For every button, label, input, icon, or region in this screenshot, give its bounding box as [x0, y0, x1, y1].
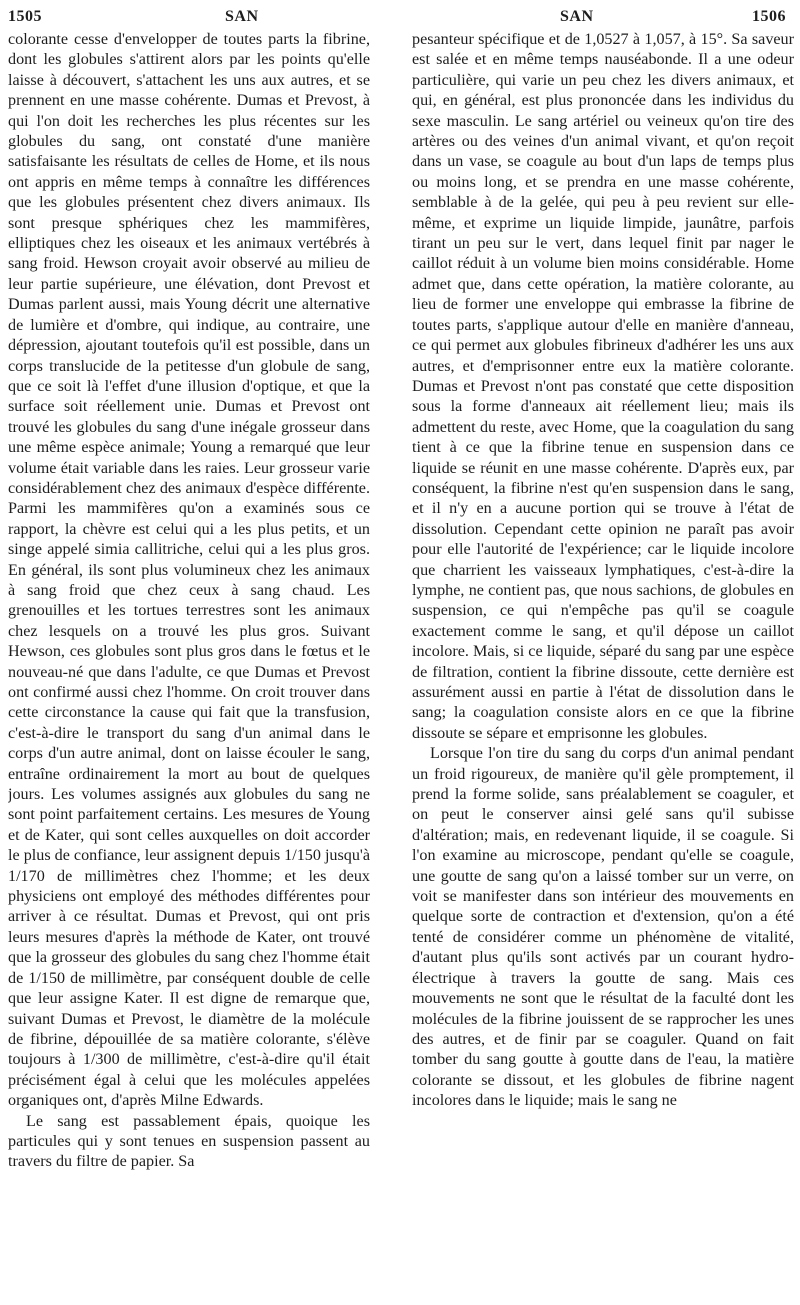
right-paragraph-1: pesanteur spécifique et de 1,0527 à 1,057, à 15°. Sa saveur est salée et en même temps nauséabonde. Il a une odeur particulière, qui varie un peu chez les divers animaux, et qui, en général, est plus prononcée dans les individus du sexe masculin. Le sang artériel ou veineux qu'on tire des artères ou des veines d'un animal vivant, et qu'on reçoit dans un vase, se coagule au bout d'un laps de temps plus ou moins long, et se prendra en une masse cohérente, semblable à de la gelée, qui peu à peu revient sur elle-même, et exprime un liquide limpide, jaunâtre, parfois tirant un peu sur le vert, dans lequel finit par nager le caillot réduit à un volume bien moins considérable. Home admet que, dans cette opération, la matière colorante, au lieu de former une enveloppe qui embrasse la fibrine de toutes parts, s'applique autour d'elle en manière d'anneau, ce qui permet aux globules fibrineux d'adhérer les uns aux autres, et d'emprisonner entre eux la matière colorante. Dumas et Prevost n'ont pas constaté que cette disposition sous la forme d'anneaux ait réellement lieu; mais ils admettent du reste, avec Home, que la coagulation du sang tient à ce que la fibrine tenue en suspension dans ce liquide se réunit en une masse cohérente. D'après eux, par conséquent, la fibrine n'est qu'en suspension dans le sang, et il n'y en a aucune portion qui se trouve à l'état de dissolution. Cependant cette opinion ne paraît pas avoir pour elle l'autorité de l'expérience; car le liquide incolore que charrient les vaisseaux lymphatiques, c'est-à-dire la lymphe, ne contient pas, que nous sachions, de globules en suspension, ce qui n'empêche pas qu'il se coagule exactement comme le sang, et qu'il dépose un caillot incolore. Mais, si ce liquide, séparé du sang par une espèce de filtration, contient la fibrine dissoute, cette dernière est assurément aussi en partie à l'état de dissolution dans le sang; la coagulation consiste alors en ce que la fibrine dissoute se sépare et emprisonne les globules. [412, 31, 794, 742]
right-page-number: 1506 [752, 8, 786, 25]
page-header [0, 8, 800, 32]
left-running-head: SAN [225, 8, 259, 25]
left-paragraph-1: colorante cesse d'envelopper de toutes parts la fibrine, dont les globules s'attirent alors par les points qu'elle laisse à découvert, s'attachent les uns aux autres, et se prennent en une masse cohérente. Dumas et Prevost, à qui l'on doit les recherches les plus récentes sur les globules du sang, ont constaté d'une manière satisfaisante les résultats de celles de Home, et ils nous ont appris en même temps à connaître les différences que les globules présentent chez divers animaux. Ils sont presque sphériques chez les mammifères, elliptiques chez les oiseaux et les animaux vertébrés à sang froid. Hewson croyait avoir observé au milieu de leur partie supérieure, une élévation, dont Prevost et Dumas parlent aussi, mais Young décrit une alternative de lumière et d'ombre, qui indique, au contraire, une dépression, ajoutant toutefois qu'il est possible, dans un corps translucide de la petitesse d'un globule de sang, que ce soit là l'effet d'une illusion d'optique, et que la surface soit réellement unie. Dumas et Prevost ont trouvé les globules du sang d'une inégale grosseur dans une même espèce animale; Young a remarqué que leur volume était variable dans les raies. Leur grosseur varie considérablement chez des animaux d'espèce différente. Parmi les mammifères qu'on a examinés sous ce rapport, la chèvre est celui qui a les plus petits, et un singe appelé simia callitriche, celui qui a les plus gros. En général, ils sont plus volumineux chez les animaux à sang froid que chez ceux à sang chaud. Les grenouilles et les tortues terrestres sont les animaux chez lesquels on a trouvé les plus gros. Suivant Hewson, ces globules sont plus gros dans le fœtus et le nouveau-né que dans l'adulte, ce que Dumas et Prevost ont confirmé aussi chez l'homme. On croit trouver dans cette circonstance la cause qui fait que la transfusion, c'est-à-dire le transport du sang d'un animal dans le corps d'un autre animal, dont on laisse écouler le sang, entraîne ordinairement la mort au bout de quelques jours. Les volumes assignés aux globules du sang ne sont point parfaitement certains. Les mesures de Young et de Kater, qui sont celles auxquelles on doit accorder le plus de confiance, leur assignent depuis 1/150 jusqu'à 1/170 de millimètres chez l'homme; et les deux physiciens ont employé des méthodes différentes pour arriver à ce résultat. Dumas et Prevost, qui ont pris leurs mesures d'après la méthode de Kater, ont trouvé que la grosseur des globules du sang chez l'homme était de 1/150 de millimètre, par conséquent double de celle que leur assigne Kater. Il est digne de remarque que, suivant Dumas et Prevost, le diamètre de la molécule de fibrine, dépouillée de sa matière colorante, s'élève toujours à 1/300 de millimètre, c'est-à-dire qu'il était précisément égal à celui que les molécules appelées organiques ont, d'après Milne Edwards. [8, 31, 370, 1110]
right-paragraph-2: Lorsque l'on tire du sang du corps d'un animal pendant un froid rigoureux, de manière qu'il gèle promptement, il prend la forme solide, sans préalablement se coaguler, et on peut le conserver ainsi gelé sans qu'il subisse d'altération; mais, en redevenant liquide, il se coagule. Si l'on examine au microscope, pendant qu'elle se coagule, une goutte de sang qu'on a laissé tomber sur un verre, on voit se manifester dans son intérieur des mouvements en quelque sorte de contraction et d'extension, qu'on a été tenté de considérer comme un phénomène de vitalité, d'autant plus qu'ils sont activés par un courant hydro-électrique à travers la goutte de sang. Mais ces mouvements ne sont que le résultat de la faculté dont les molécules de la fibrine jouissent de se rapprocher les unes des autres, et de finir par se coaguler. Quand on fait tomber du sang goutte à goutte dans de l'eau, la matière colorante se dissout, et les globules de fibrine nagent incolores dans le liquide; mais le sang ne [412, 745, 794, 1110]
left-column [8, 30, 370, 1298]
right-column [412, 30, 794, 1298]
left-paragraph-2: Le sang est passablement épais, quoique les particules qui y sont tenues en suspension passent au travers du filtre de papier. Sa [8, 1112, 370, 1171]
left-page-number: 1505 [8, 8, 42, 25]
right-running-head: SAN [560, 8, 594, 25]
